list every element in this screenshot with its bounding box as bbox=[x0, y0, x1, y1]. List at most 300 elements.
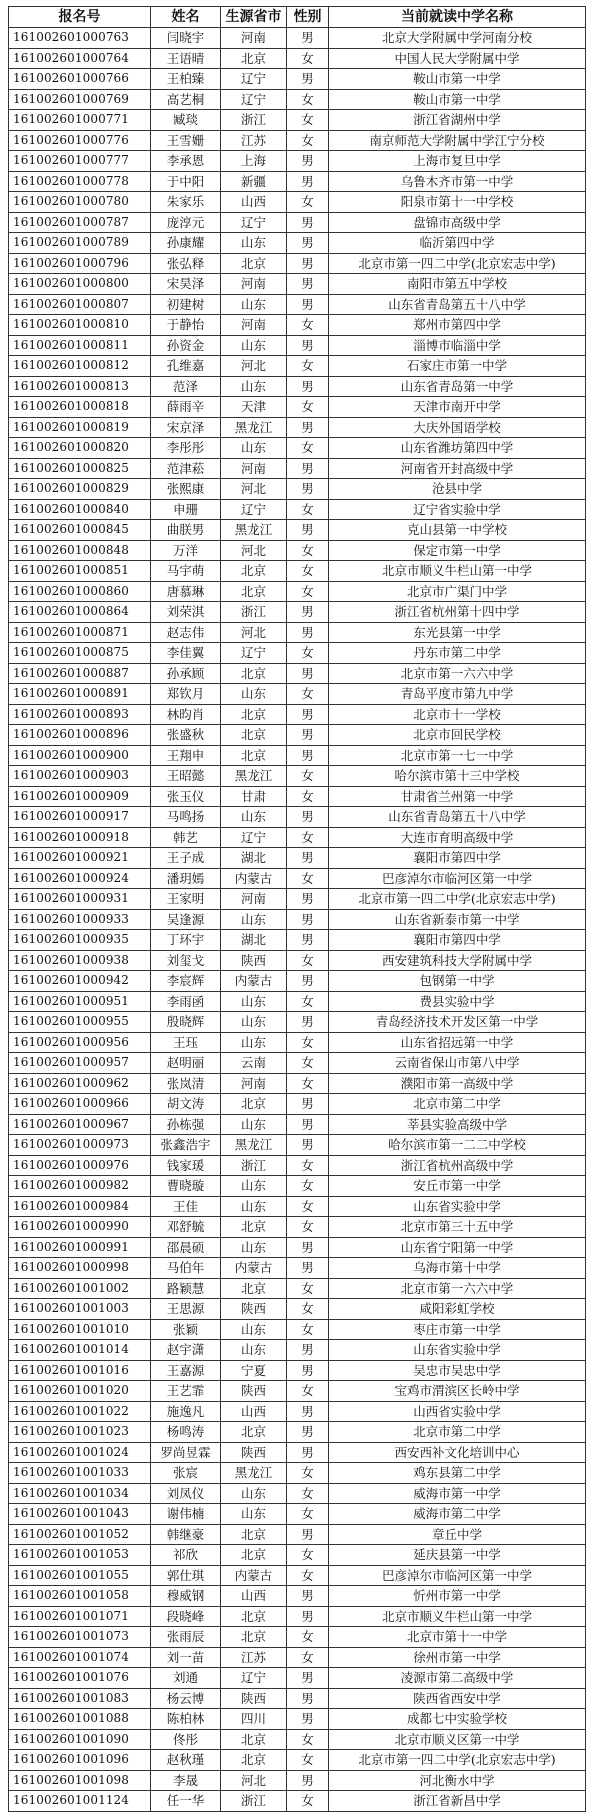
registration-number-cell: 161002601000900 bbox=[9, 745, 151, 766]
province-cell: 内蒙古 bbox=[221, 971, 287, 992]
province-cell: 北京 bbox=[221, 1750, 287, 1771]
student-name-cell: 赵明丽 bbox=[151, 1053, 221, 1074]
school-cell: 山东省宁阳第一中学 bbox=[329, 1237, 586, 1258]
school-cell: 忻州市第一中学 bbox=[329, 1586, 586, 1607]
gender-cell: 男 bbox=[287, 520, 329, 541]
gender-cell: 男 bbox=[287, 930, 329, 951]
student-name-cell: 刘凤仪 bbox=[151, 1483, 221, 1504]
registration-number-cell: 161002601001014 bbox=[9, 1340, 151, 1361]
table-row bbox=[9, 192, 586, 213]
province-cell: 北京 bbox=[221, 48, 287, 69]
registration-number-cell: 161002601001076 bbox=[9, 1668, 151, 1689]
student-name-cell: 赵志伟 bbox=[151, 622, 221, 643]
gender-cell: 男 bbox=[287, 1114, 329, 1135]
province-cell: 北京 bbox=[221, 561, 287, 582]
school-cell: 东光县第一中学 bbox=[329, 622, 586, 643]
student-name-cell: 宋京泽 bbox=[151, 417, 221, 438]
table-row bbox=[9, 315, 586, 336]
province-cell: 浙江 bbox=[221, 1791, 287, 1812]
registration-number-cell: 161002601000931 bbox=[9, 889, 151, 910]
school-cell: 北京市第二中学 bbox=[329, 1094, 586, 1115]
province-cell: 内蒙古 bbox=[221, 1565, 287, 1586]
registration-number-cell: 161002601000766 bbox=[9, 69, 151, 90]
gender-cell: 男 bbox=[287, 1586, 329, 1607]
student-name-cell: 朱家乐 bbox=[151, 192, 221, 213]
student-name-cell: 曲朕男 bbox=[151, 520, 221, 541]
province-cell: 山东 bbox=[221, 438, 287, 459]
school-cell: 北京市第一六六中学 bbox=[329, 663, 586, 684]
school-cell: 山东省潍坊第四中学 bbox=[329, 438, 586, 459]
province-cell: 河南 bbox=[221, 889, 287, 910]
table-row bbox=[9, 622, 586, 643]
province-cell: 河南 bbox=[221, 458, 287, 479]
registration-number-cell: 161002601000789 bbox=[9, 233, 151, 254]
province-cell: 四川 bbox=[221, 1709, 287, 1730]
registration-number-cell: 161002601001124 bbox=[9, 1791, 151, 1812]
table-row bbox=[9, 807, 586, 828]
province-cell: 北京 bbox=[221, 1627, 287, 1648]
gender-cell: 女 bbox=[287, 397, 329, 418]
gender-cell: 男 bbox=[287, 1606, 329, 1627]
table-row bbox=[9, 1422, 586, 1443]
table-row bbox=[9, 540, 586, 561]
student-name-cell: 于中阳 bbox=[151, 171, 221, 192]
table-row bbox=[9, 1114, 586, 1135]
student-name-cell: 曹晓璇 bbox=[151, 1176, 221, 1197]
province-cell: 山东 bbox=[221, 1012, 287, 1033]
gender-cell: 男 bbox=[287, 745, 329, 766]
table-row bbox=[9, 69, 586, 90]
student-name-cell: 杨云博 bbox=[151, 1688, 221, 1709]
province-cell: 云南 bbox=[221, 1053, 287, 1074]
school-cell: 大庆外国语学校 bbox=[329, 417, 586, 438]
student-name-cell: 庞淳元 bbox=[151, 212, 221, 233]
province-cell: 河南 bbox=[221, 274, 287, 295]
student-name-cell: 马鸣扬 bbox=[151, 807, 221, 828]
province-cell: 山东 bbox=[221, 1032, 287, 1053]
registration-number-cell: 161002601000796 bbox=[9, 253, 151, 274]
gender-cell: 男 bbox=[287, 151, 329, 172]
student-name-cell: 陈柏林 bbox=[151, 1709, 221, 1730]
school-cell: 山东省实验中学 bbox=[329, 1340, 586, 1361]
table-row bbox=[9, 909, 586, 930]
table-row bbox=[9, 1647, 586, 1668]
table-row bbox=[9, 704, 586, 725]
gender-cell: 男 bbox=[287, 1360, 329, 1381]
table-row bbox=[9, 376, 586, 397]
table-row bbox=[9, 89, 586, 110]
province-cell: 北京 bbox=[221, 745, 287, 766]
province-cell: 湖北 bbox=[221, 848, 287, 869]
province-cell: 内蒙古 bbox=[221, 868, 287, 889]
student-name-cell: 臧琰 bbox=[151, 110, 221, 131]
registration-number-cell: 161002601000957 bbox=[9, 1053, 151, 1074]
gender-cell: 男 bbox=[287, 1524, 329, 1545]
table-row bbox=[9, 417, 586, 438]
registration-number-cell: 161002601000810 bbox=[9, 315, 151, 336]
gender-cell: 女 bbox=[287, 438, 329, 459]
student-name-cell: 段晓峰 bbox=[151, 1606, 221, 1627]
table-row bbox=[9, 1155, 586, 1176]
table-row bbox=[9, 28, 586, 49]
school-cell: 包钢第一中学 bbox=[329, 971, 586, 992]
province-cell: 河北 bbox=[221, 540, 287, 561]
province-cell: 辽宁 bbox=[221, 1668, 287, 1689]
school-cell: 徐州市第一中学 bbox=[329, 1647, 586, 1668]
province-cell: 山东 bbox=[221, 1237, 287, 1258]
student-name-cell: 韩艺 bbox=[151, 827, 221, 848]
registration-number-cell: 161002601001010 bbox=[9, 1319, 151, 1340]
gender-cell: 女 bbox=[287, 1545, 329, 1566]
student-name-cell: 孙栋强 bbox=[151, 1114, 221, 1135]
registration-number-cell: 161002601000811 bbox=[9, 335, 151, 356]
gender-cell: 女 bbox=[287, 684, 329, 705]
registration-number-cell: 161002601001052 bbox=[9, 1524, 151, 1545]
table-row bbox=[9, 1791, 586, 1812]
table-row bbox=[9, 602, 586, 623]
school-cell: 濮阳市第一高级中学 bbox=[329, 1073, 586, 1094]
student-name-cell: 王雪姗 bbox=[151, 130, 221, 151]
gender-cell: 女 bbox=[287, 1750, 329, 1771]
registration-number-cell: 161002601000851 bbox=[9, 561, 151, 582]
student-name-cell: 王思源 bbox=[151, 1299, 221, 1320]
school-cell: 临沂第四中学 bbox=[329, 233, 586, 254]
registration-number-cell: 161002601000938 bbox=[9, 950, 151, 971]
school-cell: 威海市第二中学 bbox=[329, 1504, 586, 1525]
table-row bbox=[9, 561, 586, 582]
province-cell: 北京 bbox=[221, 1422, 287, 1443]
student-name-cell: 王珏 bbox=[151, 1032, 221, 1053]
table-row bbox=[9, 479, 586, 500]
gender-cell: 女 bbox=[287, 1053, 329, 1074]
province-cell: 上海 bbox=[221, 151, 287, 172]
gender-cell: 男 bbox=[287, 1668, 329, 1689]
table-row bbox=[9, 1504, 586, 1525]
table-row bbox=[9, 930, 586, 951]
table-row bbox=[9, 1012, 586, 1033]
registration-number-cell: 161002601000818 bbox=[9, 397, 151, 418]
school-cell: 鞍山市第一中学 bbox=[329, 89, 586, 110]
table-row bbox=[9, 1606, 586, 1627]
table-row bbox=[9, 643, 586, 664]
student-name-cell: 张岚清 bbox=[151, 1073, 221, 1094]
school-cell: 哈尔滨市第十三中学校 bbox=[329, 766, 586, 787]
school-cell: 中国人民大学附属中学 bbox=[329, 48, 586, 69]
student-name-cell: 于静怡 bbox=[151, 315, 221, 336]
student-name-cell: 丁环宇 bbox=[151, 930, 221, 951]
registration-number-cell: 161002601001083 bbox=[9, 1688, 151, 1709]
school-cell: 襄阳市第四中学 bbox=[329, 930, 586, 951]
gender-cell: 男 bbox=[287, 663, 329, 684]
registration-number-cell: 161002601000893 bbox=[9, 704, 151, 725]
table-row bbox=[9, 294, 586, 315]
student-name-cell: 王子成 bbox=[151, 848, 221, 869]
province-cell: 黑龙江 bbox=[221, 1135, 287, 1156]
gender-cell: 女 bbox=[287, 1155, 329, 1176]
registration-number-cell: 161002601000924 bbox=[9, 868, 151, 889]
student-name-cell: 范津菘 bbox=[151, 458, 221, 479]
table-row bbox=[9, 458, 586, 479]
table-row bbox=[9, 1668, 586, 1689]
table-row bbox=[9, 438, 586, 459]
school-cell: 青岛平度市第九中学 bbox=[329, 684, 586, 705]
registration-number-cell: 161002601000942 bbox=[9, 971, 151, 992]
province-cell: 北京 bbox=[221, 581, 287, 602]
student-name-cell: 邓舒毓 bbox=[151, 1217, 221, 1238]
province-cell: 北京 bbox=[221, 253, 287, 274]
province-cell: 北京 bbox=[221, 725, 287, 746]
gender-cell: 女 bbox=[287, 950, 329, 971]
registration-number-cell: 161002601000917 bbox=[9, 807, 151, 828]
registration-number-cell: 161002601000813 bbox=[9, 376, 151, 397]
student-name-cell: 李承恩 bbox=[151, 151, 221, 172]
registration-number-cell: 161002601001002 bbox=[9, 1278, 151, 1299]
registration-number-cell: 161002601001073 bbox=[9, 1627, 151, 1648]
school-cell: 云南省保山市第八中学 bbox=[329, 1053, 586, 1074]
student-name-cell: 李晟 bbox=[151, 1770, 221, 1791]
province-cell: 陕西 bbox=[221, 1381, 287, 1402]
table-row bbox=[9, 991, 586, 1012]
student-name-cell: 唐慕琳 bbox=[151, 581, 221, 602]
province-cell: 黑龙江 bbox=[221, 417, 287, 438]
table-row bbox=[9, 1258, 586, 1279]
school-cell: 北京市第二中学 bbox=[329, 1422, 586, 1443]
registration-number-cell: 161002601000955 bbox=[9, 1012, 151, 1033]
school-cell: 北京市广渠门中学 bbox=[329, 581, 586, 602]
student-name-cell: 初建树 bbox=[151, 294, 221, 315]
province-cell: 山东 bbox=[221, 294, 287, 315]
gender-cell: 男 bbox=[287, 233, 329, 254]
province-cell: 山东 bbox=[221, 1319, 287, 1340]
registration-number-cell: 161002601001058 bbox=[9, 1586, 151, 1607]
province-cell: 北京 bbox=[221, 1524, 287, 1545]
school-cell: 上海市复旦中学 bbox=[329, 151, 586, 172]
student-name-cell: 范泽 bbox=[151, 376, 221, 397]
registration-number-cell: 161002601000984 bbox=[9, 1196, 151, 1217]
registration-number-cell: 161002601001034 bbox=[9, 1483, 151, 1504]
table-row bbox=[9, 725, 586, 746]
province-cell: 辽宁 bbox=[221, 89, 287, 110]
gender-cell: 女 bbox=[287, 1176, 329, 1197]
school-cell: 咸阳彩虹学校 bbox=[329, 1299, 586, 1320]
table-row bbox=[9, 868, 586, 889]
table-row bbox=[9, 1135, 586, 1156]
student-name-cell: 李彤彤 bbox=[151, 438, 221, 459]
province-cell: 黑龙江 bbox=[221, 520, 287, 541]
school-cell: 山东省青岛第五十八中学 bbox=[329, 807, 586, 828]
school-cell: 北京市第一四二中学(北京宏志中学) bbox=[329, 253, 586, 274]
gender-cell: 男 bbox=[287, 171, 329, 192]
province-cell: 浙江 bbox=[221, 110, 287, 131]
gender-cell: 男 bbox=[287, 1258, 329, 1279]
province-cell: 辽宁 bbox=[221, 69, 287, 90]
province-cell: 辽宁 bbox=[221, 827, 287, 848]
table-row bbox=[9, 1340, 586, 1361]
province-cell: 河北 bbox=[221, 479, 287, 500]
table-row bbox=[9, 397, 586, 418]
province-cell: 山东 bbox=[221, 233, 287, 254]
table-row bbox=[9, 1381, 586, 1402]
gender-cell: 女 bbox=[287, 48, 329, 69]
header-province: 生源省市 bbox=[221, 7, 287, 28]
gender-cell: 男 bbox=[287, 848, 329, 869]
table-row bbox=[9, 1709, 586, 1730]
school-cell: 浙江省新昌中学 bbox=[329, 1791, 586, 1812]
school-cell: 南京师范大学附属中学江宁分校 bbox=[329, 130, 586, 151]
registration-number-cell: 161002601000864 bbox=[9, 602, 151, 623]
gender-cell: 男 bbox=[287, 909, 329, 930]
registration-number-cell: 161002601000887 bbox=[9, 663, 151, 684]
school-cell: 青岛经济技术开发区第一中学 bbox=[329, 1012, 586, 1033]
school-cell: 北京大学附属中学河南分校 bbox=[329, 28, 586, 49]
registration-number-cell: 161002601001003 bbox=[9, 1299, 151, 1320]
school-cell: 山东省青岛第五十八中学 bbox=[329, 294, 586, 315]
gender-cell: 男 bbox=[287, 1709, 329, 1730]
table-row bbox=[9, 130, 586, 151]
table-row bbox=[9, 151, 586, 172]
table-row bbox=[9, 1217, 586, 1238]
province-cell: 山西 bbox=[221, 1401, 287, 1422]
registration-number-cell: 161002601000776 bbox=[9, 130, 151, 151]
registration-number-cell: 161002601000998 bbox=[9, 1258, 151, 1279]
province-cell: 山东 bbox=[221, 1196, 287, 1217]
table-row bbox=[9, 1032, 586, 1053]
school-cell: 天津市南开中学 bbox=[329, 397, 586, 418]
gender-cell: 男 bbox=[287, 69, 329, 90]
gender-cell: 女 bbox=[287, 192, 329, 213]
province-cell: 北京 bbox=[221, 1545, 287, 1566]
header-gender: 性别 bbox=[287, 7, 329, 28]
registration-number-cell: 161002601001024 bbox=[9, 1442, 151, 1463]
gender-cell: 男 bbox=[287, 602, 329, 623]
school-cell: 辽宁省实验中学 bbox=[329, 499, 586, 520]
student-name-cell: 刘通 bbox=[151, 1668, 221, 1689]
school-cell: 费县实验中学 bbox=[329, 991, 586, 1012]
gender-cell: 男 bbox=[287, 1401, 329, 1422]
table-row bbox=[9, 766, 586, 787]
student-name-cell: 殷晓辉 bbox=[151, 1012, 221, 1033]
student-name-cell: 万洋 bbox=[151, 540, 221, 561]
school-cell: 延庆县第一中学 bbox=[329, 1545, 586, 1566]
gender-cell: 男 bbox=[287, 1094, 329, 1115]
province-cell: 山东 bbox=[221, 1483, 287, 1504]
student-name-cell: 张鑫浩宇 bbox=[151, 1135, 221, 1156]
table-header-row bbox=[9, 7, 586, 28]
province-cell: 天津 bbox=[221, 397, 287, 418]
student-name-cell: 邵晨硕 bbox=[151, 1237, 221, 1258]
table-row bbox=[9, 1360, 586, 1381]
student-name-cell: 王嘉源 bbox=[151, 1360, 221, 1381]
province-cell: 陕西 bbox=[221, 1688, 287, 1709]
school-cell: 北京市第一六六中学 bbox=[329, 1278, 586, 1299]
gender-cell: 女 bbox=[287, 561, 329, 582]
table-row bbox=[9, 1053, 586, 1074]
student-name-cell: 任一华 bbox=[151, 1791, 221, 1812]
gender-cell: 女 bbox=[287, 1504, 329, 1525]
school-cell: 山东省青岛第一中学 bbox=[329, 376, 586, 397]
gender-cell: 男 bbox=[287, 704, 329, 725]
registration-number-cell: 161002601001016 bbox=[9, 1360, 151, 1381]
registration-number-cell: 161002601000778 bbox=[9, 171, 151, 192]
registration-number-cell: 161002601000769 bbox=[9, 89, 151, 110]
gender-cell: 男 bbox=[287, 335, 329, 356]
registration-number-cell: 161002601000990 bbox=[9, 1217, 151, 1238]
province-cell: 河北 bbox=[221, 622, 287, 643]
student-name-cell: 高艺桐 bbox=[151, 89, 221, 110]
student-name-cell: 张玉仪 bbox=[151, 786, 221, 807]
gender-cell: 男 bbox=[287, 458, 329, 479]
province-cell: 黑龙江 bbox=[221, 1463, 287, 1484]
school-cell: 西安西补文化培训中心 bbox=[329, 1442, 586, 1463]
school-cell: 北京市第三十五中学 bbox=[329, 1217, 586, 1238]
student-name-cell: 谢伟楠 bbox=[151, 1504, 221, 1525]
student-name-cell: 王柏臻 bbox=[151, 69, 221, 90]
school-cell: 山东省实验中学 bbox=[329, 1196, 586, 1217]
school-cell: 沧县中学 bbox=[329, 479, 586, 500]
province-cell: 陕西 bbox=[221, 950, 287, 971]
registration-number-cell: 161002601001043 bbox=[9, 1504, 151, 1525]
province-cell: 北京 bbox=[221, 1217, 287, 1238]
student-name-cell: 赵秋瑾 bbox=[151, 1750, 221, 1771]
table-row bbox=[9, 1278, 586, 1299]
student-name-cell: 王翔申 bbox=[151, 745, 221, 766]
province-cell: 河南 bbox=[221, 28, 287, 49]
gender-cell: 男 bbox=[287, 725, 329, 746]
student-name-cell: 王家明 bbox=[151, 889, 221, 910]
school-cell: 枣庄市第一中学 bbox=[329, 1319, 586, 1340]
table-row bbox=[9, 1627, 586, 1648]
student-name-cell: 孙承顾 bbox=[151, 663, 221, 684]
table-row bbox=[9, 1524, 586, 1545]
registration-number-cell: 161002601000935 bbox=[9, 930, 151, 951]
student-name-cell: 宋昊泽 bbox=[151, 274, 221, 295]
registration-number-cell: 161002601000875 bbox=[9, 643, 151, 664]
province-cell: 新疆 bbox=[221, 171, 287, 192]
gender-cell: 女 bbox=[287, 1381, 329, 1402]
province-cell: 河北 bbox=[221, 356, 287, 377]
table-row bbox=[9, 1094, 586, 1115]
table-row bbox=[9, 1750, 586, 1771]
student-name-cell: 杨鸣涛 bbox=[151, 1422, 221, 1443]
registration-number-cell: 161002601001053 bbox=[9, 1545, 151, 1566]
school-cell: 浙江省杭州第十四中学 bbox=[329, 602, 586, 623]
student-name-cell: 张熙康 bbox=[151, 479, 221, 500]
province-cell: 甘肃 bbox=[221, 786, 287, 807]
province-cell: 辽宁 bbox=[221, 212, 287, 233]
school-cell: 北京市顺义牛栏山第一中学 bbox=[329, 1606, 586, 1627]
province-cell: 北京 bbox=[221, 1278, 287, 1299]
province-cell: 北京 bbox=[221, 1729, 287, 1750]
school-cell: 哈尔滨市第一二二中学校 bbox=[329, 1135, 586, 1156]
gender-cell: 男 bbox=[287, 889, 329, 910]
registration-number-cell: 161002601000891 bbox=[9, 684, 151, 705]
registration-number-cell: 161002601001096 bbox=[9, 1750, 151, 1771]
registration-number-cell: 161002601001023 bbox=[9, 1422, 151, 1443]
province-cell: 山西 bbox=[221, 192, 287, 213]
table-row bbox=[9, 971, 586, 992]
province-cell: 山东 bbox=[221, 909, 287, 930]
school-cell: 山东省新泰市第一中学 bbox=[329, 909, 586, 930]
registration-number-cell: 161002601000973 bbox=[9, 1135, 151, 1156]
school-cell: 淄博市临淄中学 bbox=[329, 335, 586, 356]
student-name-cell: 路颖慧 bbox=[151, 1278, 221, 1299]
student-name-cell: 闫晓宇 bbox=[151, 28, 221, 49]
gender-cell: 男 bbox=[287, 1237, 329, 1258]
province-cell: 陕西 bbox=[221, 1299, 287, 1320]
student-name-cell: 施逸凡 bbox=[151, 1401, 221, 1422]
school-cell: 宝鸡市渭滨区长岭中学 bbox=[329, 1381, 586, 1402]
registration-number-cell: 161002601000962 bbox=[9, 1073, 151, 1094]
